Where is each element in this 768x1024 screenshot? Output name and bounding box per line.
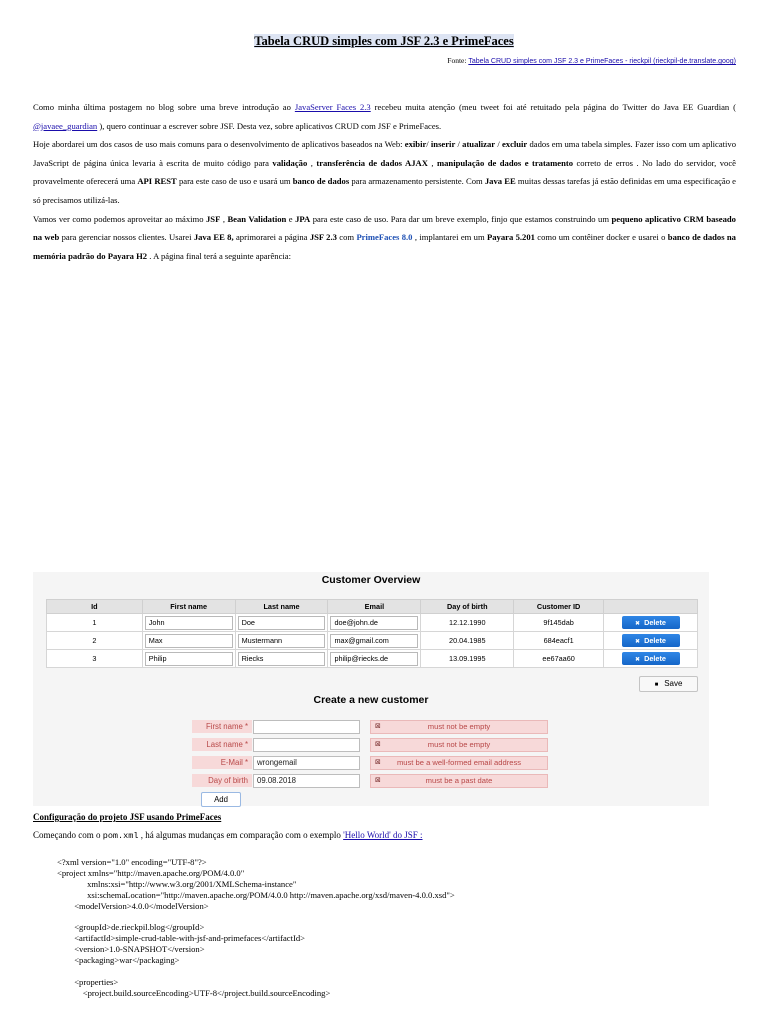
source-line: Fonte: Tabela CRUD simples com JSF 2.3 e PrimeFaces - rieckpil (rieckpil-de.translate.goog) bbox=[447, 56, 736, 65]
col-header-day-of-birth[interactable]: Day of birth bbox=[421, 600, 514, 614]
code-line: <?xml version="1.0" encoding="UTF-8"?> bbox=[57, 857, 207, 867]
save-button[interactable]: ■ Save bbox=[639, 676, 698, 692]
col-header-last-name[interactable]: Last name bbox=[235, 600, 328, 614]
create-customer-title: Create a new customer bbox=[313, 694, 429, 706]
code-line: <project.build.sourceEncoding>UTF-8</project.build.sourceEncoding> bbox=[57, 987, 331, 998]
code-line: <properties> bbox=[57, 976, 119, 987]
col-header-first-name[interactable]: First name bbox=[142, 600, 235, 614]
delete-button[interactable]: ✖ Delete bbox=[622, 634, 680, 647]
hello-world-link[interactable]: 'Hello World' do JSF : bbox=[343, 830, 423, 840]
error-icon: ⊠ bbox=[375, 723, 381, 730]
cell-id: 1 bbox=[47, 614, 143, 632]
first-name-input[interactable]: Philip bbox=[145, 652, 233, 666]
col-header-email[interactable]: Email bbox=[328, 600, 421, 614]
code-line: <packaging>war</packaging> bbox=[57, 955, 180, 966]
table-row bbox=[47, 614, 698, 632]
code-line: xmlns:xsi="http://www.w3.org/2001/XMLSchema-instance" bbox=[57, 878, 297, 889]
cell-id: 3 bbox=[47, 650, 143, 668]
intro-text bbox=[33, 98, 736, 265]
last-name-label: Last name * bbox=[206, 740, 248, 749]
table-row bbox=[47, 650, 698, 668]
new-first-name-input[interactable] bbox=[253, 720, 360, 734]
table-row bbox=[47, 632, 698, 650]
validation-message: ⊠ must not be empty bbox=[370, 720, 548, 734]
validation-message: ⊠ must be a past date bbox=[370, 774, 548, 788]
code-block bbox=[57, 857, 455, 999]
cell-day-of-birth: 12.12.1990 bbox=[421, 614, 514, 632]
new-email-input[interactable]: wrongemail bbox=[253, 756, 360, 770]
form-row-first-name bbox=[33, 719, 709, 734]
email-input[interactable]: philip@riecks.de bbox=[330, 652, 418, 666]
new-last-name-input[interactable] bbox=[253, 738, 360, 752]
col-header-customer-id[interactable]: Customer ID bbox=[514, 600, 604, 614]
delete-button[interactable]: ✖ Delete bbox=[622, 652, 680, 665]
error-icon: ⊠ bbox=[375, 759, 381, 766]
jsf-link[interactable]: JavaServer Faces 2.3 bbox=[294, 102, 371, 112]
intro-paragraph-1: Como minha última postagem no blog sobre uma breve introdução ao JavaServer Faces 2.3 recebeu muita atenção (meu tweet foi até retuitado pela página do Twitter do Java EE Guardian ( @javaee_guardian ), quero continuar a escrever sobre JSF. Desta vez, sobre aplicativos CRUD com JSF e PrimeFaces. bbox=[33, 102, 736, 131]
delete-button[interactable]: ✖ Delete bbox=[622, 616, 680, 629]
last-name-input[interactable]: Mustermann bbox=[238, 634, 326, 648]
email-label: E-Mail * bbox=[220, 758, 248, 767]
customer-table bbox=[46, 599, 698, 668]
table-header-row bbox=[47, 600, 698, 614]
cell-id: 2 bbox=[47, 632, 143, 650]
add-button[interactable]: Add bbox=[201, 792, 241, 807]
col-header-id[interactable]: Id bbox=[47, 600, 143, 614]
email-input[interactable]: max@gmail.com bbox=[330, 634, 418, 648]
source-link[interactable]: Tabela CRUD simples com JSF 2.3 e PrimeFaces - rieckpil (rieckpil-de.translate.goog) bbox=[468, 58, 736, 65]
document-title: Tabela CRUD simples com JSF 2.3 e PrimeFaces bbox=[254, 34, 514, 48]
validation-message: ⊠ must be a well-formed email address bbox=[370, 756, 548, 770]
disk-icon: ■ bbox=[654, 682, 659, 688]
day-of-birth-label: Day of birth bbox=[208, 776, 248, 785]
code-line: <modelVersion>4.0.0</modelVersion> bbox=[57, 900, 209, 911]
cell-customer-id: 9f145dab bbox=[514, 614, 604, 632]
code-line: xsi:schemaLocation="http://maven.apache.org/POM/4.0.0 http://maven.apache.org/xsd/maven-4.0.0.xsd"> bbox=[57, 889, 455, 900]
intro-paragraph-2: Hoje abordarei um dos casos de uso mais comuns para o desenvolvimento de aplicativos baseados na Web: exibir/ inserir / atualizar / excluir dados em uma tabela simples. Fazer isso com um aplicativo JavaScript de página única levaria à escrita de muito código para validação , transferência de dados AJAX , manipulação de dados e tratamento correto de erros . No lado do servidor, você provavelmente oferecerá uma API REST para este caso de uso e usará um banco de dados para armazenamento persistente. Com Java EE muitas dessas tarefas já estão definidas em uma especificação e só precisamos utilizá-las. bbox=[33, 139, 737, 205]
cell-customer-id: ee67aa60 bbox=[514, 650, 604, 668]
code-line: <groupId>de.rieckpil.blog</groupId> bbox=[57, 922, 205, 933]
close-icon: ✖ bbox=[635, 657, 641, 663]
overview-title: Customer Overview bbox=[321, 574, 421, 586]
first-name-input[interactable]: John bbox=[145, 616, 233, 630]
javaee-guardian-link[interactable]: @javaee_guardian bbox=[33, 120, 98, 131]
email-input[interactable]: doe@john.de bbox=[330, 616, 418, 630]
code-line: <artifactId>simple-crud-table-with-jsf-and-primefaces</artifactId> bbox=[57, 933, 305, 944]
col-header-actions bbox=[604, 600, 698, 614]
form-row-last-name bbox=[33, 737, 709, 752]
form-row-email bbox=[33, 755, 709, 770]
code-line: <version>1.0-SNAPSHOT</version> bbox=[57, 944, 205, 955]
last-name-input[interactable]: Riecks bbox=[238, 652, 326, 666]
form-row-day-of-birth bbox=[33, 773, 709, 788]
app-screenshot bbox=[33, 572, 709, 806]
last-name-input[interactable]: Doe bbox=[238, 616, 326, 630]
validation-message: ⊠ must not be empty bbox=[370, 738, 548, 752]
section-intro: Começando com o pom.xml , há algumas mudanças em comparação com o exemplo 'Hello World' do JSF : bbox=[33, 830, 423, 841]
first-name-input[interactable]: Max bbox=[145, 634, 233, 648]
section-heading: Configuração do projeto JSF usando PrimeFaces bbox=[33, 812, 222, 822]
new-day-of-birth-input[interactable]: 09.08.2018 bbox=[253, 774, 360, 788]
cell-customer-id: 684eacf1 bbox=[514, 632, 604, 650]
code-line: <project xmlns="http://maven.apache.org/POM/4.0.0" bbox=[57, 867, 245, 878]
close-icon: ✖ bbox=[635, 621, 641, 627]
intro-paragraph-3: Vamos ver como podemos aproveitar ao máximo JSF , Bean Validation e JPA para este caso de uso. Para dar um breve exemplo, finjo que estamos construindo um pequeno aplicativo CRM baseado na web para gerenciar nossos clientes. Usarei Java EE 8, aprimorarei a página JSF 2.3 com PrimeFaces 8.0 , implantarei em um Payara 5.201 como um contêiner docker e usarei o banco de dados na memória padrão do Payara H2 . A página final terá a seguinte aparência: bbox=[33, 213, 736, 261]
first-name-label: First name * bbox=[205, 722, 248, 731]
error-icon: ⊠ bbox=[375, 777, 381, 784]
error-icon: ⊠ bbox=[375, 741, 381, 748]
close-icon: ✖ bbox=[635, 639, 641, 645]
cell-day-of-birth: 13.09.1995 bbox=[421, 650, 514, 668]
cell-day-of-birth: 20.04.1985 bbox=[421, 632, 514, 650]
